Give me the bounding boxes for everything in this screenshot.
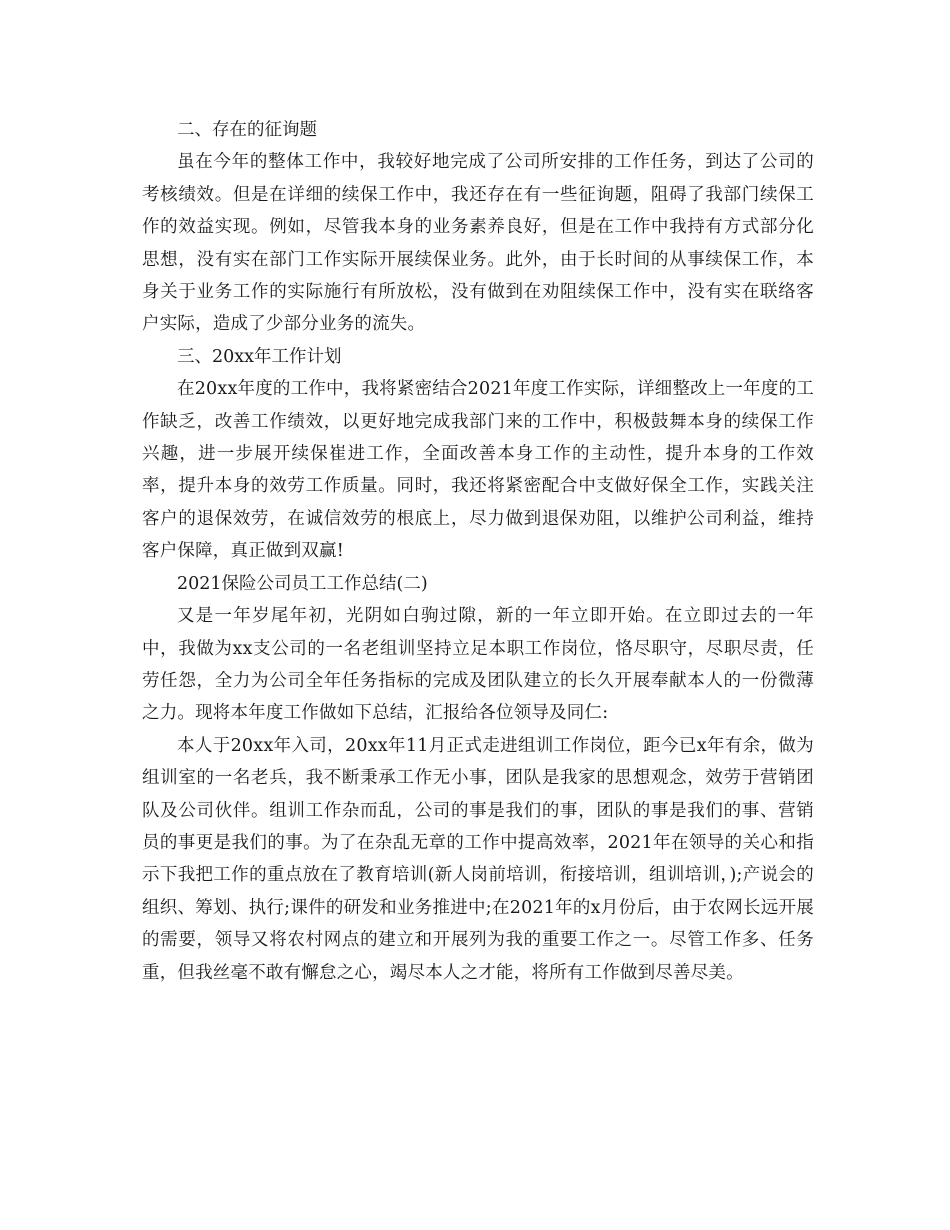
document-body [142,114,814,989]
section-heading-problems: 二、存在的征询题 [177,120,317,140]
paragraph-work-plan: 在20xx年度的工作中，我将紧密结合2021年度工作实际，详细整改上一年度的工作缺乏，改善工作绩效，以更好地完成我部门来的工作中，积极鼓舞本身的续保工作兴趣，进一步展开续保崔进工作，全面改善本身工作的主动性，提升本身的工作效率，提升本身的效劳工作质量。同时，我还将紧密配合中支做好保全工作，实践关注客户的退保效劳，在诚信效劳的根底上，尽力做到退保劝阻，以维护公司利益，维持客户保障，真正做到双赢! [142,379,814,562]
section-heading-work-plan: 三、20xx年工作计划 [177,346,342,367]
section-heading-summary-two: 2021保险公司员工工作总结(二) [177,573,428,594]
paragraph-summary-details: 本人于20xx年入司，20xx年11月正式走进组训工作岗位，距今已x年有余，做为组训室的一名老兵，我不断秉承工作无小事，团队是我家的思想观念，效劳于营销团队及公司伙伴。组训工作杂而乱，公司的事是我们的事，团队的事是我们的事、营销员的事更是我们的事。为了在杂乱无章的工作中提高效率，2021年在领导的关心和指示下我把工作的重点放在了教育培训(新人岗前培训，衔接培训，组训培训，);产说会的组织、筹划、执行;课件的研发和业务推进中;在2021年的x月份后，由于农网长远开展的需要，领导又将农村网点的建立和开展列为我的重要工作之一。尽管工作多、任务重，但我丝毫不敢有懈怠之心，竭尽本人之才能，将所有工作做到尽善尽美。 [142,735,814,983]
paragraph-problems: 虽在今年的整体工作中，我较好地完成了公司所安排的工作任务，到达了公司的考核绩效。但是在详细的续保工作中，我还存在有一些征询题，阻碍了我部门续保工作的效益实现。例如，尽管我本身的业务素养良好，但是在工作中我持有方式部分化思想，没有实在部门工作实际开展续保业务。此外，由于长时间的从事续保工作，本身关于业务工作的实际施行有所放松，没有做到在劝阻续保工作中，没有实在联络客户实际，造成了少部分业务的流失。 [142,152,814,335]
paragraph-summary-intro: 又是一年岁尾年初，光阴如白驹过隙，新的一年立即开始。在立即过去的一年中，我做为xx支公司的一名老组训坚持立足本职工作岗位，恪尽职守，尽职尽责，任劳任怨，全力为公司全年任务指标的完成及团队建立的长久开展奉献本人的一份微薄之力。现将本年度工作做如下总结，汇报给各位领导及同仁: [142,606,814,724]
